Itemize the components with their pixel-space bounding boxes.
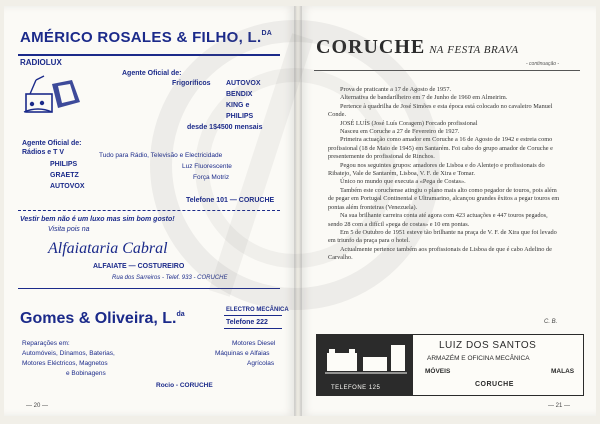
repairs-line4: e Bobinagens [66, 370, 106, 377]
radio-brand-philips: PHILIPS [50, 161, 78, 168]
agent-radios-line2: Rádios e T V [22, 149, 65, 156]
visit-text: Visita pois na [48, 226, 90, 233]
agent-label: Agente Oficial de: [122, 70, 182, 77]
motors-line1: Motores Diesel [232, 340, 276, 347]
continuation-note: - continuação - [526, 61, 560, 67]
article-paragraph: Prova de praticante a 17 de Agosto de 1957. [340, 86, 452, 93]
article-paragraph: Nasceu em Coruche a 27 de Fevereiro de 1927. [340, 128, 460, 136]
article-paragraph: Pegou nos seguintes grupos: amadores de Lisboa e do Alentejo e profissionais do Ribatejo, Vale de Santarém, Lisboa, V. F. de Xira e Tomar. [328, 161, 545, 178]
ad-moveis: MÓVEIS [425, 368, 451, 375]
luiz-dos-santos-ad [316, 334, 584, 396]
brand-king: KING e [226, 102, 250, 109]
rocio-coruche: Rocio - CORUCHE [156, 382, 213, 389]
gomes-name: Gomes & Oliveira, L.$^{da}$ [20, 310, 185, 327]
article-paragraph: Na sua brilhante carreira conta até agora com 423 actuações e 447 touros pegados, sendo 28 com a difícil «pega de costas» e 10 em pontas. [328, 212, 548, 228]
electro-mecanica: ELECTRO MECÂNICA [226, 307, 289, 313]
radio-tv-illustration [22, 72, 88, 118]
phone-coruche: Telefone 101 — CORUCHE [186, 197, 275, 204]
radio-brand-autovox: AUTOVOX [50, 183, 85, 190]
signature: C. B. [544, 319, 558, 325]
price-note: desde 1$4500 mensais [187, 124, 263, 131]
furniture-illustration [317, 335, 413, 383]
service-luz: Luz Fluorescente [182, 163, 232, 170]
electro-underline [224, 315, 282, 316]
ad-name: LUIZ DOS SANTOS [439, 340, 537, 351]
ad-malas: MALAS [551, 368, 575, 375]
service-forca: Força Motriz [193, 174, 230, 181]
alfaiataria-address: Rua dos Sarreiros - Telef. 933 - CORUCHE [112, 275, 228, 281]
slogan: Vestir bem não é um luxo mas sim bom gosto! [20, 216, 175, 223]
ad-phone: TELEFONE 125 [331, 385, 381, 391]
phone-underline [224, 328, 282, 329]
alfaiataria-name: Alfaiataria Cabral [48, 240, 168, 257]
alfaiate-line: ALFAIATE — COSTUREIRO [93, 263, 185, 270]
gomes-phone: Telefone 222 [226, 319, 268, 326]
repairs-line1: Reparações em: [22, 340, 70, 347]
page-number-right: — 21 — [548, 403, 571, 409]
article-paragraph: JOSÉ LUÍS (José Luís Coragem) Forcado profissional [340, 119, 478, 127]
article-paragraph: Primeira actuação como amador em Coruche a 16 de Agosto de 1942 e estreia como profissional (18 de Maio de 1945) em Santarém. Foi cabo do grupo amador de Coruche e presentemente do profissional de Rinchos. [328, 136, 553, 161]
brand-label-frigorificos: Frigoríficos [172, 80, 211, 87]
service-radio-tv: Tudo para Rádio, Televisão e Electricidade [99, 152, 223, 159]
radio-brand-graetz: GRAETZ [50, 172, 79, 179]
company-title: AMÉRICO ROSALES & FILHO, L.$^{DA}$ [20, 29, 273, 46]
motors-line3: Agrícolas [247, 360, 275, 367]
motors-line2: Máquinas e Alfaias [215, 350, 270, 357]
agent-radios-line1: Agente Oficial de: [22, 140, 82, 147]
article-paragraph: Alternativa de bandarilheiro em 7 de Junho de 1960 em Almeirim. [340, 94, 508, 102]
article-paragraph: Pertence à quadrilha de José Simões e esta época está colocado no cavaleiro Manuel Conde. [328, 102, 553, 119]
headline: CORUCHE NA FESTA BRAVA [316, 36, 519, 58]
repairs-line2: Automóveis, Dínamos, Baterias, [22, 350, 115, 357]
brand-philips: PHILIPS [226, 113, 254, 120]
brand-bendix: BENDIX [226, 91, 253, 98]
ad-subtitle: ARMAZÉM E OFICINA MECÂNICA [427, 355, 530, 362]
radiolux-label: RADIOLUX [20, 58, 62, 67]
article-paragraph: Em 5 de Outubro de 1951 esteve tão brilhante na praça de V. F. de Xira que foi levado em triunfo da praça para o hotel. [328, 228, 557, 245]
page-number-left: — 20 — [26, 403, 49, 409]
article-paragraph: Único no mundo que executa a «Pega de Costas». [340, 178, 466, 186]
article-paragraph: Também este coruchense atingiu o plano mais alto como pegador de touros, pois além de pegar em Portugal Continental e Ultramarino, alcançou grandes êxitos a pegar touros em pontas além fronteiras (Venezuela). [328, 186, 560, 211]
ad-coruche: CORUCHE [475, 381, 514, 388]
article-paragraph: Actualmente pertence também aos profissionais de Lisboa de que é cabo Adelino de Carvalho. [328, 245, 552, 262]
ad-image-box [317, 335, 413, 395]
repairs-line3: Motores Eléctricos, Magnetos [22, 360, 108, 367]
brand-autovox: AUTOVOX [226, 80, 261, 87]
